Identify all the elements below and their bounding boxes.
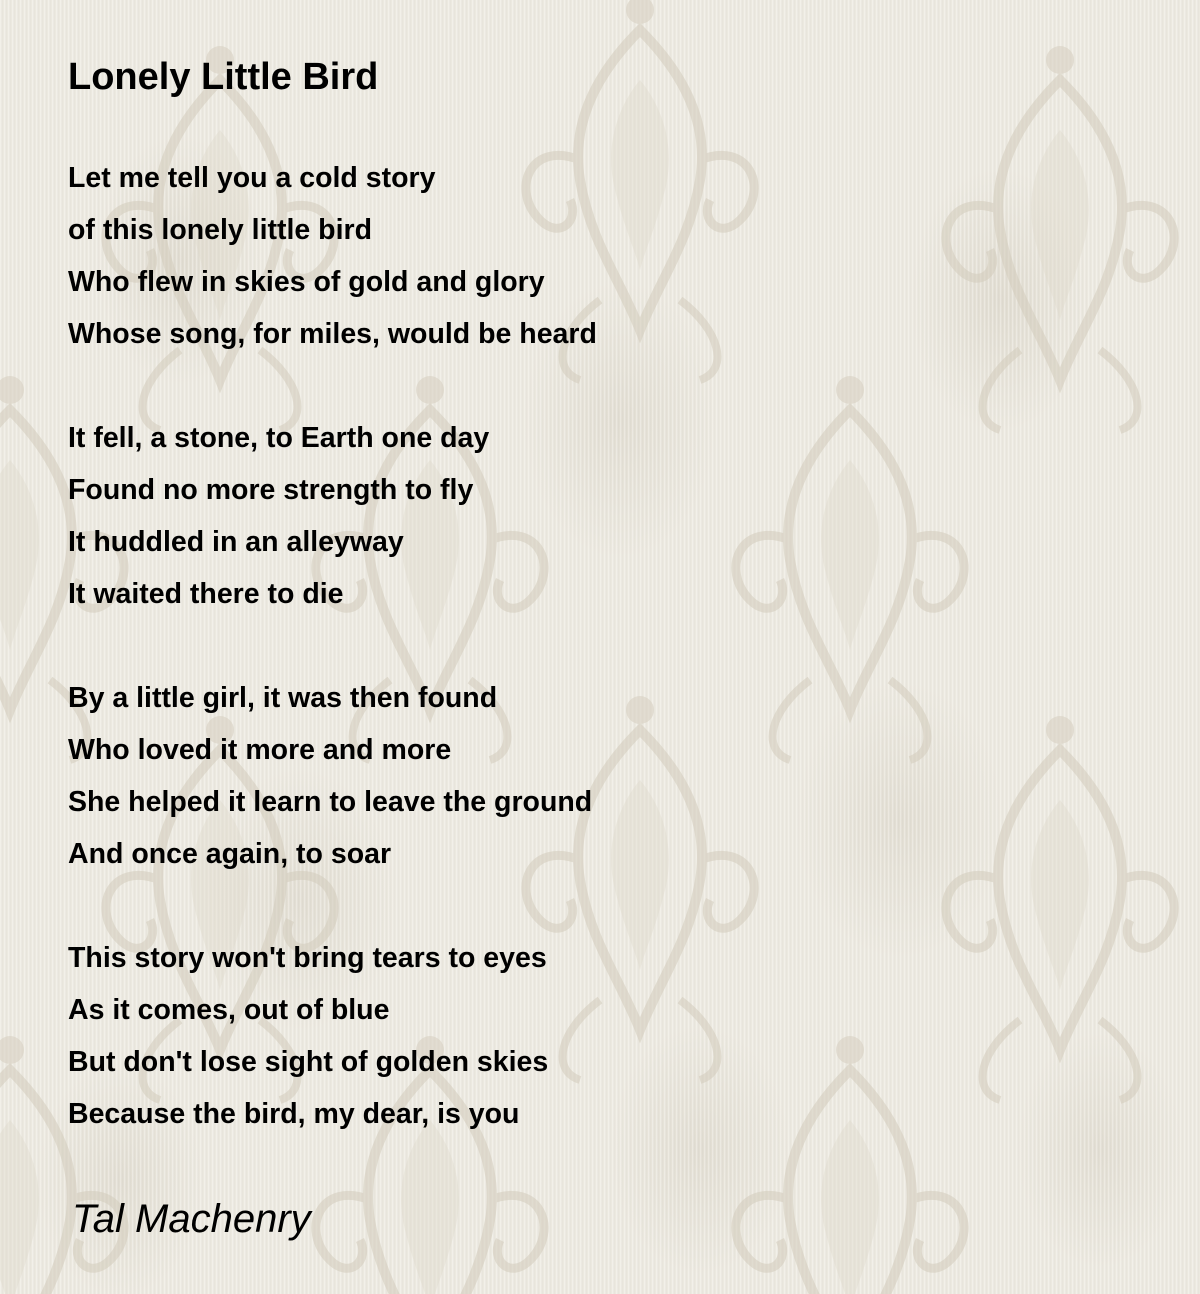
poem-line: of this lonely little bird bbox=[68, 214, 373, 246]
poem-line: And once again, to soar bbox=[68, 838, 392, 870]
poem-line: It fell, a stone, to Earth one day bbox=[68, 422, 490, 454]
poem-line: It huddled in an alleyway bbox=[68, 526, 404, 558]
stanza-2 bbox=[68, 412, 1148, 620]
poem-author: Tal Machenry bbox=[72, 1197, 311, 1241]
poem-line: This story won't bring tears to eyes bbox=[68, 942, 547, 974]
poem-line: Whose song, for miles, would be heard bbox=[68, 318, 597, 350]
stanza-4 bbox=[68, 932, 1148, 1140]
stanza-1 bbox=[68, 152, 1148, 360]
poem-line: Who flew in skies of gold and glory bbox=[68, 266, 545, 298]
poem-line: It waited there to die bbox=[68, 578, 344, 610]
poem-line: But don't lose sight of golden skies bbox=[68, 1046, 549, 1078]
poem-line: By a little girl, it was then found bbox=[68, 682, 498, 714]
poem-content bbox=[68, 54, 1148, 1192]
poem-line: Who loved it more and more bbox=[68, 734, 452, 766]
poem-line: Let me tell you a cold story bbox=[68, 162, 436, 194]
stanza-3 bbox=[68, 672, 1148, 880]
poem-line: She helped it learn to leave the ground bbox=[68, 786, 593, 818]
poem-line: Because the bird, my dear, is you bbox=[68, 1098, 520, 1130]
poem-line: As it comes, out of blue bbox=[68, 994, 390, 1026]
poem-line: Found no more strength to fly bbox=[68, 474, 474, 506]
poem-title: Lonely Little Bird bbox=[68, 56, 379, 98]
